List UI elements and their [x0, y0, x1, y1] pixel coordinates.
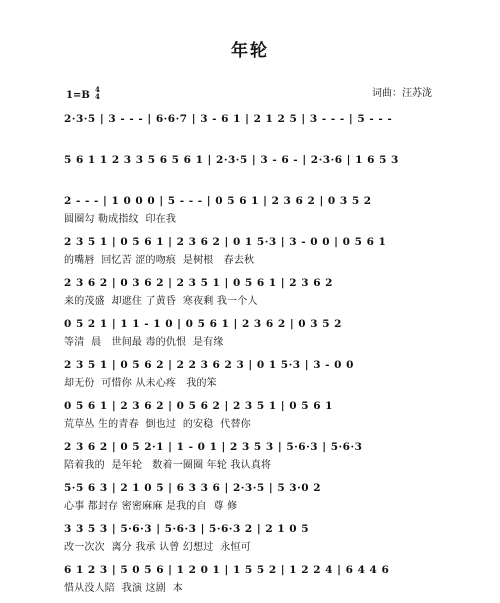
notation-row	[64, 152, 436, 166]
notation-text: 0 5 2 1 | 1 1 - 1 0 | 0 5 6 1 | 2 3 6 2 | 0 3 5 2	[64, 318, 342, 330]
meter-bottom: 4	[95, 92, 100, 101]
notation-text: 2 3 5 1 | 0 5 6 1 | 2 3 6 2 | 0 1 5·3 | 3 - 0 0 | 0 5 6 1	[64, 236, 387, 248]
notation-row	[64, 562, 436, 576]
slur-marks	[64, 226, 436, 234]
lyric-line: 惜从没人陪 我演 这剧 本	[64, 583, 183, 594]
notation-text: 0 5 6 1 | 2 3 6 2 | 0 5 6 2 | 2 3 5 1 | 0 5 6 1	[64, 400, 333, 412]
lyric-line: 陪着我的 是年轮 数着一圈圈 年轮 我认真将	[64, 460, 272, 471]
notation-row	[64, 480, 436, 494]
notation-text: 3 3 5 3 | 5·6·3 | 5·6·3 | 5·6·3 2 | 2 1 0 5	[64, 523, 310, 535]
notation-text: 2 3 5 1 | 0 5 6 2 | 2 2 3 6 2 3 | 0 1 5·3 | 3 - 0 0	[64, 359, 354, 371]
slur-marks	[64, 390, 436, 398]
slur-marks	[64, 554, 436, 562]
key-signature: 1=B	[66, 90, 90, 101]
slur-marks	[64, 513, 436, 521]
composer-credit: 词曲：汪苏泷	[372, 88, 432, 99]
lyric-line: 等清 晨 世间最 毒的仇恨 是有缘	[64, 337, 224, 348]
lyric-line: 圆圈勾 勒成指纹 印在我	[64, 214, 177, 225]
lyric-line: 的嘴唇 回忆苦 涩的吻痕 是树根 春去秋	[64, 255, 255, 266]
lyric-line: 心事 都封存 密密麻麻 是我的自 尊 修	[64, 501, 238, 512]
notation-row	[64, 234, 436, 248]
slur-marks	[64, 185, 436, 193]
lyric-line	[64, 169, 436, 181]
notation-text: 2·3·5 | 3 - - - | 6·6·7 | 3 - 6 1 | 2 1 2 5 | 3 - - - | 5 - - -	[64, 113, 393, 125]
slur-marks	[64, 308, 436, 316]
lyric-line: 荒草丛 生的青春 倒也过 的安稳 代替你	[64, 419, 251, 430]
notation-row	[64, 275, 436, 289]
notation-row	[64, 521, 436, 535]
slur-marks	[64, 267, 436, 275]
lyric-line: 改一次次 离分 我承 认曾 幻想过 永恒可	[64, 542, 251, 553]
notation-row	[64, 357, 436, 371]
notation-row	[64, 398, 436, 412]
notation-text: 5 6 1 1 2 3 3 5 6 5 6 1 | 2·3·5 | 3 - 6 - | 2·3·6 | 1 6 5 3	[64, 154, 399, 166]
notation-text: 5·5 6 3 | 2 1 0 5 | 6 3 3 6 | 2·3·5 | 5 3·0 2	[64, 482, 322, 494]
meter-top: 4	[95, 85, 100, 94]
lyric-line: 来的茂盛 却遮住 了黄昏 寒夜剩 我一个人	[64, 296, 258, 307]
notation-row	[64, 439, 436, 453]
slur-marks	[64, 349, 436, 357]
notation-row	[64, 193, 436, 207]
slur-marks	[64, 103, 436, 111]
lyric-line	[64, 128, 436, 140]
notation-text: 6 1 2 3 | 5 0 5 6 | 1 2 0 1 | 1 5 5 2 | 1 2 2 4 | 6 4 4 6	[64, 564, 390, 576]
notation-text: 2 3 6 2 | 0 3 6 2 | 2 3 5 1 | 0 5 6 1 | 2 3 6 2	[64, 277, 333, 289]
notation-text: 2 - - - | 1 0 0 0 | 5 - - - | 0 5 6 1 | 2 3 6 2 | 0 3 5 2	[64, 195, 372, 207]
slur-marks	[64, 144, 436, 152]
slur-marks	[64, 472, 436, 480]
notation-text: 2 3 6 2 | 0 5 2·1 | 1 - 0 1 | 2 3 5 3 | 5·6·3 | 5·6·3	[64, 441, 363, 453]
notation-row	[64, 316, 436, 330]
song-title: 年轮	[231, 41, 269, 61]
slur-marks	[64, 431, 436, 439]
lyric-line: 却无份 可惜你 从未心疼 我的笨	[64, 378, 217, 389]
notation-row	[64, 111, 436, 125]
time-signature	[95, 86, 100, 100]
